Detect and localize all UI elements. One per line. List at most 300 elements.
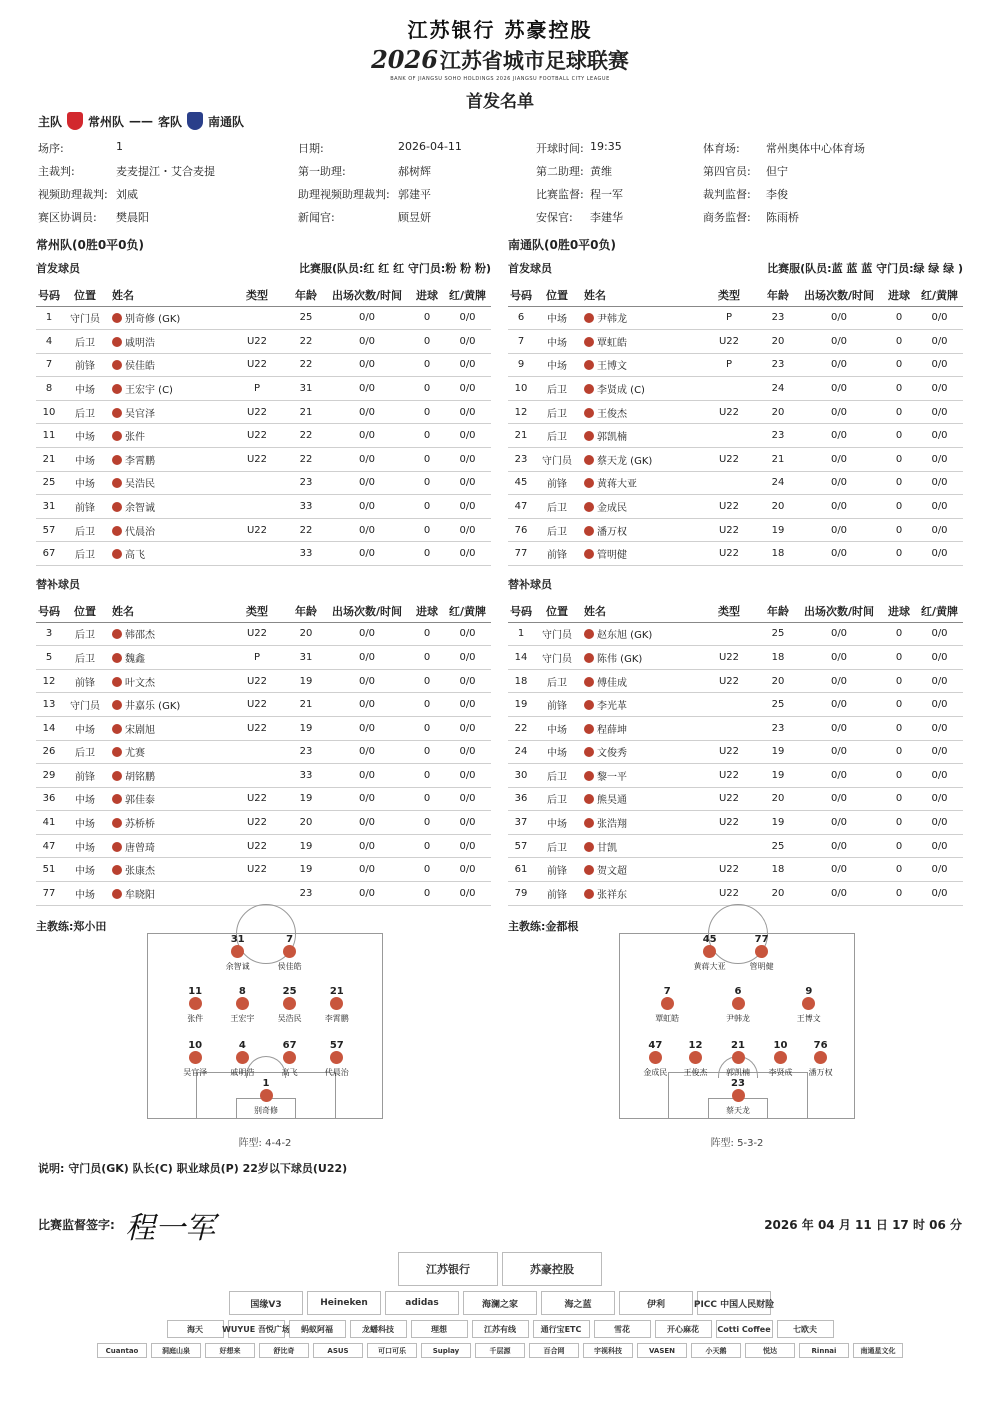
player-cell: 0 <box>410 669 444 693</box>
info-value: 程一军 <box>590 188 623 201</box>
player-cell: 0/0 <box>916 622 963 646</box>
player-cell: 0/0 <box>324 471 410 495</box>
table-row <box>508 353 963 377</box>
player-cell <box>108 518 226 542</box>
player-avatar-icon <box>112 408 122 418</box>
head-coach: 主教练:郑小田 <box>36 919 107 933</box>
lineup-player <box>635 1040 675 1078</box>
player-cell: 4 <box>36 330 62 354</box>
player-cell <box>226 542 288 566</box>
sponsor-logo: 雪花 <box>594 1320 651 1338</box>
player-cell: 0/0 <box>796 646 882 670</box>
player-avatar-icon <box>584 478 594 488</box>
player-cell: 后卫 <box>534 834 580 858</box>
player-cell: 31 <box>288 377 324 401</box>
player-avatar-icon <box>330 1051 343 1064</box>
player-name: 尹韩龙 <box>597 314 627 326</box>
info-key: 助理视频助理裁判: <box>298 188 390 201</box>
player-cell: 7 <box>36 353 62 377</box>
signature-label: 比赛监督签字: <box>38 1218 115 1232</box>
team-title: 南通队(0胜0平0负) <box>508 238 617 252</box>
starters-header <box>508 260 963 284</box>
player-cell <box>108 377 226 401</box>
player-cell: 前锋 <box>534 471 580 495</box>
player-cell: 0/0 <box>916 330 963 354</box>
player-cell: 守门员 <box>534 646 580 670</box>
player-avatar-icon <box>260 1089 273 1102</box>
player-cell: 0/0 <box>916 716 963 740</box>
player-cell: 33 <box>288 495 324 519</box>
player-avatar-icon <box>689 1051 702 1064</box>
table-row <box>36 882 491 906</box>
sponsor-logo: 蚂蚁阿福 <box>289 1320 346 1338</box>
player-avatar-icon <box>112 865 122 875</box>
player-cell: 0 <box>882 448 916 472</box>
player-cell: 22 <box>288 448 324 472</box>
player-cell: 23 <box>288 740 324 764</box>
info-value: 樊晨阳 <box>116 211 149 224</box>
info-value: 但宁 <box>766 165 788 178</box>
player-name: 井嘉乐 (GK) <box>125 701 181 713</box>
table-row <box>36 811 491 835</box>
subs-header <box>508 576 963 600</box>
table-row <box>36 764 491 788</box>
player-cell: 0/0 <box>444 787 491 811</box>
player-cell <box>580 400 698 424</box>
player-cell: 中场 <box>534 353 580 377</box>
player-cell: 61 <box>508 858 534 882</box>
player-name: 别奇修 (GK) <box>125 314 181 326</box>
player-name: 魏鑫 <box>125 653 145 665</box>
player-name: 王宏宇 <box>230 1014 255 1023</box>
player-cell: 21 <box>36 448 62 472</box>
info-value: 顾昱妍 <box>398 211 431 224</box>
sponsor-logo: 江苏银行 <box>398 1252 498 1286</box>
header-row <box>508 600 963 622</box>
lineup-player <box>218 934 258 972</box>
sponsor-logo: Suplay <box>421 1343 471 1358</box>
player-cell: 前锋 <box>62 669 108 693</box>
player-avatar-icon <box>584 818 594 828</box>
table-row <box>36 377 491 401</box>
info-value: 麦麦提江・艾合麦提 <box>116 165 215 178</box>
player-cell: 18 <box>508 669 534 693</box>
column-header: 类型 <box>226 284 288 306</box>
player-number: 6 <box>734 986 742 997</box>
player-cell: 后卫 <box>62 518 108 542</box>
player-cell: U22 <box>226 518 288 542</box>
player-cell: 0/0 <box>444 858 491 882</box>
player-cell: 0 <box>410 764 444 788</box>
info-key: 商务监督: <box>703 211 751 224</box>
lineup-player <box>801 1040 841 1078</box>
player-cell: U22 <box>698 400 760 424</box>
player-cell: 0/0 <box>444 646 491 670</box>
player-cell: 后卫 <box>62 740 108 764</box>
player-cell: 0/0 <box>796 518 882 542</box>
player-name: 郭凯楠 <box>597 432 627 444</box>
sponsor-logo: 可口可乐 <box>367 1343 417 1358</box>
column-header: 位置 <box>534 600 580 622</box>
info-value: 李建华 <box>590 211 623 224</box>
player-cell <box>580 693 698 717</box>
column-header: 进球 <box>882 600 916 622</box>
column-header: 年龄 <box>288 284 324 306</box>
info-value: 常州奥体中心体育场 <box>766 142 865 155</box>
player-cell: 0/0 <box>444 353 491 377</box>
player-cell: 0/0 <box>324 693 410 717</box>
player-avatar-icon <box>584 337 594 347</box>
player-cell: 1 <box>36 306 62 330</box>
player-cell: 0 <box>410 858 444 882</box>
player-cell <box>580 542 698 566</box>
column-header: 出场次数/时间 <box>324 284 410 306</box>
column-header: 号码 <box>508 600 534 622</box>
player-cell: 6 <box>508 306 534 330</box>
player-cell: 41 <box>36 811 62 835</box>
player-cell: 0 <box>882 542 916 566</box>
timestamp: 2026 年 04 月 11 日 17 时 06 分 <box>764 1218 962 1232</box>
player-cell: U22 <box>226 330 288 354</box>
table-row <box>36 495 491 519</box>
player-cell: 前锋 <box>62 353 108 377</box>
lineup-player <box>270 934 310 972</box>
player-cell: 31 <box>36 495 62 519</box>
player-name: 唐曾琦 <box>125 842 155 854</box>
sponsor-row <box>0 1252 1000 1286</box>
player-cell: 中场 <box>62 448 108 472</box>
player-cell: 0/0 <box>444 834 491 858</box>
player-cell: 守门员 <box>62 306 108 330</box>
player-cell <box>580 787 698 811</box>
player-cell <box>580 858 698 882</box>
column-header: 进球 <box>410 284 444 306</box>
player-cell: 0/0 <box>796 495 882 519</box>
player-cell: 0/0 <box>796 424 882 448</box>
player-cell <box>108 882 226 906</box>
player-name: 王俊杰 <box>683 1068 708 1077</box>
away-formation-label: 阵型: 5-3-2 <box>710 1138 764 1149</box>
league-title <box>0 45 1000 75</box>
player-cell <box>108 400 226 424</box>
player-cell: 0/0 <box>324 306 410 330</box>
player-avatar-icon <box>584 360 594 370</box>
player-cell: 0 <box>882 495 916 519</box>
player-name: 叶文杰 <box>125 677 155 689</box>
subs-header <box>36 576 491 600</box>
player-cell: P <box>698 353 760 377</box>
kit-info: 比赛服(队员:蓝 蓝 蓝 守门员:绿 绿 绿 ) <box>767 262 963 275</box>
player-cell: 0/0 <box>324 518 410 542</box>
player-cell: 25 <box>36 471 62 495</box>
player-cell: 中场 <box>534 716 580 740</box>
sponsor-logo: 海之蓝 <box>541 1291 615 1315</box>
table-row <box>508 787 963 811</box>
player-cell: 0/0 <box>444 518 491 542</box>
player-cell <box>698 622 760 646</box>
player-number: 7 <box>663 986 671 997</box>
column-header: 号码 <box>36 600 62 622</box>
player-cell: 18 <box>760 646 796 670</box>
player-name: 张件 <box>125 432 145 444</box>
player-cell: 前锋 <box>62 495 108 519</box>
player-name: 吴官泽 <box>125 408 155 420</box>
player-cell: 30 <box>508 764 534 788</box>
player-cell: U22 <box>698 882 760 906</box>
player-name: 蔡天龙 <box>726 1106 750 1115</box>
player-cell: 29 <box>36 764 62 788</box>
page-title: 首发名单 <box>466 92 534 112</box>
player-name: 黄蒋大亚 <box>693 962 726 971</box>
player-cell: 0/0 <box>796 353 882 377</box>
player-cell <box>580 834 698 858</box>
player-avatar-icon <box>732 1089 745 1102</box>
player-name: 张件 <box>187 1014 204 1023</box>
player-cell: 0/0 <box>444 400 491 424</box>
league-name: 江苏省城市足球联赛 <box>439 49 629 73</box>
sponsor-row <box>0 1320 1000 1338</box>
home-formation-pitch <box>147 933 383 1119</box>
player-avatar-icon <box>703 945 716 958</box>
player-cell: 20 <box>288 622 324 646</box>
sponsor-row <box>0 1343 1000 1358</box>
player-cell: 0/0 <box>796 306 882 330</box>
player-cell: 前锋 <box>534 693 580 717</box>
table-row <box>36 716 491 740</box>
player-cell: 0 <box>410 306 444 330</box>
player-cell <box>580 518 698 542</box>
player-number: 10 <box>773 1040 788 1051</box>
player-cell: 中场 <box>62 834 108 858</box>
table-row <box>508 858 963 882</box>
column-header: 红/黄牌 <box>916 600 963 622</box>
info-key: 新闻官: <box>298 211 335 224</box>
player-cell: 25 <box>760 622 796 646</box>
table-row <box>36 542 491 566</box>
team-matchup <box>38 112 244 130</box>
player-cell: 中场 <box>62 377 108 401</box>
sponsor-logo: PICC 中国人民财险 <box>697 1291 771 1315</box>
player-cell: P <box>226 646 288 670</box>
player-cell <box>698 834 760 858</box>
player-cell: 47 <box>508 495 534 519</box>
player-cell <box>226 306 288 330</box>
info-key: 裁判监督: <box>703 188 751 201</box>
player-cell: 0 <box>882 622 916 646</box>
player-cell: 0/0 <box>324 330 410 354</box>
player-cell: 0 <box>882 811 916 835</box>
player-cell <box>108 764 226 788</box>
player-cell: 9 <box>508 353 534 377</box>
table-row <box>508 518 963 542</box>
player-cell: 0/0 <box>796 622 882 646</box>
player-cell: U22 <box>226 693 288 717</box>
lineup-player <box>690 934 730 972</box>
column-header: 年龄 <box>760 600 796 622</box>
player-cell: 0 <box>882 377 916 401</box>
player-cell: 0/0 <box>916 542 963 566</box>
player-avatar-icon <box>584 384 594 394</box>
player-name: 甘凯 <box>597 842 617 854</box>
table-row <box>508 882 963 906</box>
sponsor-line: 江苏银行 苏豪控股 <box>407 18 593 42</box>
player-cell <box>226 764 288 788</box>
sponsor-logo: 好想来 <box>205 1343 255 1358</box>
player-cell: 33 <box>288 542 324 566</box>
player-number: 9 <box>805 986 813 997</box>
player-name: 金成民 <box>643 1068 668 1077</box>
player-cell: U22 <box>698 669 760 693</box>
player-cell: 守门员 <box>534 448 580 472</box>
header-row <box>36 284 491 306</box>
player-cell: 0/0 <box>324 669 410 693</box>
player-cell: 10 <box>508 377 534 401</box>
player-avatar-icon <box>112 747 122 757</box>
player-cell: 23 <box>760 353 796 377</box>
player-name: 李贤成 (C) <box>597 385 645 397</box>
player-cell: 23 <box>508 448 534 472</box>
player-name: 胡铭鹏 <box>125 771 155 783</box>
player-avatar-icon <box>112 431 122 441</box>
player-cell: 0 <box>410 518 444 542</box>
table-row <box>508 811 963 835</box>
table-row <box>508 646 963 670</box>
lineup-player <box>270 986 310 1024</box>
info-key: 第二助理: <box>536 165 584 178</box>
head-coach: 主教练:金都根 <box>508 919 579 933</box>
player-cell: 后卫 <box>534 377 580 401</box>
starters-header <box>36 260 491 284</box>
player-cell <box>580 622 698 646</box>
info-key: 赛区协调员: <box>38 211 97 224</box>
sponsor-logo: 千层源 <box>475 1343 525 1358</box>
player-cell: 0 <box>882 400 916 424</box>
player-cell: U22 <box>698 448 760 472</box>
sponsor-logo: 理想 <box>411 1320 468 1338</box>
player-avatar-icon <box>584 526 594 536</box>
player-cell: 20 <box>760 400 796 424</box>
player-cell: 77 <box>508 542 534 566</box>
table-row <box>508 377 963 401</box>
player-cell: 0/0 <box>916 518 963 542</box>
player-cell: 47 <box>36 834 62 858</box>
player-cell: 0/0 <box>916 882 963 906</box>
player-cell: U22 <box>226 716 288 740</box>
table-row <box>508 622 963 646</box>
table-row <box>508 764 963 788</box>
column-header: 类型 <box>226 600 288 622</box>
player-avatar-icon <box>283 997 296 1010</box>
player-cell <box>580 424 698 448</box>
player-name: 赵东旭 (GK) <box>597 630 653 642</box>
player-cell: 12 <box>508 400 534 424</box>
player-cell: 0/0 <box>324 740 410 764</box>
player-cell: 后卫 <box>62 622 108 646</box>
team-separator: —— <box>129 114 154 128</box>
sponsor-logo: 七欧夫 <box>777 1320 834 1338</box>
lineup-player <box>676 1040 716 1078</box>
player-cell: 0 <box>882 834 916 858</box>
player-cell: 0/0 <box>796 330 882 354</box>
player-name: 吴浩民 <box>125 479 155 491</box>
table-row <box>36 669 491 693</box>
player-cell: 0 <box>410 424 444 448</box>
player-cell <box>580 811 698 835</box>
player-cell: 守门员 <box>62 693 108 717</box>
player-cell: 0/0 <box>324 542 410 566</box>
player-cell: U22 <box>226 622 288 646</box>
player-cell: 0 <box>882 424 916 448</box>
player-number: 47 <box>648 1040 663 1051</box>
player-cell: 14 <box>508 646 534 670</box>
player-cell: 0 <box>410 471 444 495</box>
player-cell: 21 <box>288 693 324 717</box>
table-row <box>36 858 491 882</box>
player-cell: 20 <box>760 787 796 811</box>
player-name: 李光革 <box>597 701 627 713</box>
table-row <box>36 622 491 646</box>
header <box>0 14 1000 112</box>
player-cell: 0 <box>410 740 444 764</box>
sponsor-logo: 洞庭山泉 <box>151 1343 201 1358</box>
player-cell: 0/0 <box>796 834 882 858</box>
player-cell <box>108 353 226 377</box>
player-number: 23 <box>731 1078 745 1089</box>
info-value: 郭建平 <box>398 188 431 201</box>
player-cell: 0/0 <box>324 424 410 448</box>
team-title: 常州队(0胜0平0负) <box>36 238 145 252</box>
player-number: 21 <box>329 986 344 997</box>
column-header: 年龄 <box>288 600 324 622</box>
info-key: 比赛监督: <box>536 188 584 201</box>
player-cell <box>108 471 226 495</box>
player-number: 4 <box>238 1040 246 1051</box>
table-row <box>508 693 963 717</box>
player-cell: 后卫 <box>62 542 108 566</box>
player-cell <box>108 858 226 882</box>
player-cell: 中场 <box>62 424 108 448</box>
player-cell: 20 <box>760 330 796 354</box>
player-cell: 0/0 <box>796 740 882 764</box>
info-row <box>38 209 962 232</box>
player-cell <box>580 353 698 377</box>
player-cell: 37 <box>508 811 534 835</box>
player-name: 张浩翔 <box>597 819 627 831</box>
player-avatar-icon <box>112 818 122 828</box>
table-row <box>36 518 491 542</box>
player-cell: 0 <box>882 693 916 717</box>
player-number: 8 <box>238 986 246 997</box>
sponsor-logo: ASUS <box>313 1343 363 1358</box>
player-number: 77 <box>754 934 769 945</box>
away-formation-pitch <box>619 933 855 1119</box>
player-avatar-icon <box>112 700 122 710</box>
player-avatar-icon <box>584 842 594 852</box>
player-name: 黎一平 <box>597 771 627 783</box>
player-cell: 19 <box>288 669 324 693</box>
player-avatar-icon <box>112 384 122 394</box>
column-header: 红/黄牌 <box>444 284 491 306</box>
player-cell: 45 <box>508 471 534 495</box>
player-cell: U22 <box>698 518 760 542</box>
player-cell: 0/0 <box>324 858 410 882</box>
table-row <box>36 424 491 448</box>
player-cell: 后卫 <box>534 787 580 811</box>
table-row <box>36 740 491 764</box>
player-cell: 中场 <box>62 858 108 882</box>
player-cell: 0 <box>882 669 916 693</box>
player-cell: 0/0 <box>444 764 491 788</box>
